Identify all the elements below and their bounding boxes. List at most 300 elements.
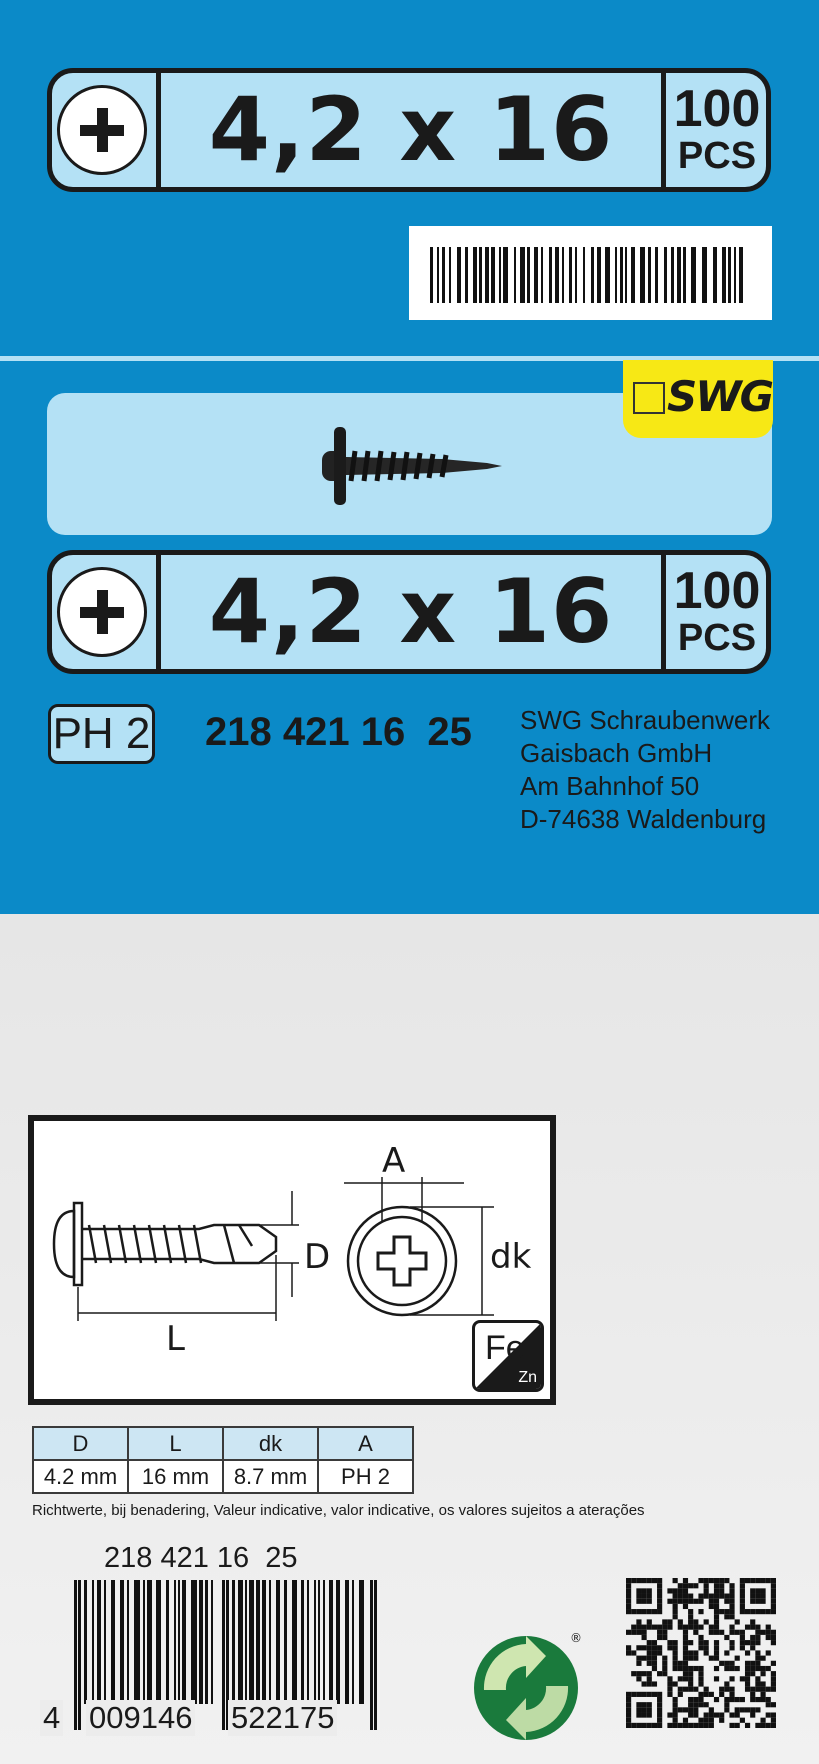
green-dot-recycling-icon [472, 1630, 584, 1742]
qr-module [740, 1635, 745, 1640]
qr-module [673, 1666, 678, 1671]
qr-module [755, 1650, 760, 1655]
qr-module [647, 1640, 652, 1645]
qr-module [709, 1578, 714, 1583]
qr-module [729, 1697, 734, 1702]
qr-module [683, 1650, 688, 1655]
qr-module [647, 1661, 652, 1666]
qr-module [678, 1594, 683, 1599]
qr-module [688, 1594, 693, 1599]
qr-module [729, 1723, 734, 1728]
qr-module [657, 1630, 662, 1635]
qr-module [693, 1707, 698, 1712]
material-badge [472, 1320, 544, 1392]
qr-module [766, 1712, 771, 1717]
qr-module [636, 1671, 641, 1676]
swg-logo [623, 360, 773, 438]
qr-module [755, 1630, 760, 1635]
barcode-bar [437, 247, 439, 303]
ean-bar [269, 1580, 271, 1704]
drive-type-badge: PH 2 [48, 704, 155, 764]
ean-bar [359, 1580, 364, 1704]
qr-module [626, 1697, 631, 1702]
qr-module [755, 1656, 760, 1661]
ean-bar [232, 1580, 235, 1704]
qr-module [647, 1671, 652, 1676]
qr-module [745, 1661, 750, 1666]
qr-module [647, 1656, 652, 1661]
qr-module [642, 1671, 647, 1676]
qr-module [724, 1687, 729, 1692]
ean-bar [292, 1580, 297, 1704]
qr-module [688, 1712, 693, 1717]
barcode-bar [575, 247, 577, 303]
qr-module [647, 1645, 652, 1650]
qr-module [750, 1687, 755, 1692]
qr-module [719, 1718, 724, 1723]
barcode-bar [655, 247, 658, 303]
qr-module [667, 1619, 672, 1624]
qr-module [626, 1594, 631, 1599]
qr-module [642, 1702, 647, 1707]
qr-module [750, 1645, 755, 1650]
qr-module [760, 1599, 765, 1604]
qr-module [636, 1625, 641, 1630]
qr-module [766, 1702, 771, 1707]
qr-module [745, 1671, 750, 1676]
qr-module [755, 1640, 760, 1645]
ean-bar [127, 1580, 129, 1704]
qr-module [724, 1609, 729, 1614]
qr-module [724, 1578, 729, 1583]
qr-module [626, 1650, 631, 1655]
qr-module [642, 1588, 647, 1593]
qr-module [688, 1707, 693, 1712]
qr-module [657, 1645, 662, 1650]
qr-module [652, 1650, 657, 1655]
qr-module [735, 1619, 740, 1624]
barcode-bar [503, 247, 508, 303]
qr-module [714, 1578, 719, 1583]
qr-module [745, 1650, 750, 1655]
qr-module [745, 1640, 750, 1645]
qr-module [745, 1625, 750, 1630]
qr-module [688, 1640, 693, 1645]
quantity-number: 100 [673, 80, 761, 138]
ean-bar [284, 1580, 287, 1704]
barcode-bar [479, 247, 482, 303]
qr-module [698, 1578, 703, 1583]
barcode-bar [514, 247, 516, 303]
qr-module [647, 1625, 652, 1630]
barcode-bar [555, 247, 559, 303]
manufacturer-address [520, 704, 770, 836]
qr-module [704, 1712, 709, 1717]
qr-module [698, 1599, 703, 1604]
qr-module [647, 1588, 652, 1593]
qr-module [750, 1692, 755, 1697]
qr-module [693, 1650, 698, 1655]
qr-module [642, 1630, 647, 1635]
qr-module [729, 1676, 734, 1681]
ean-bar [111, 1580, 115, 1704]
ean-bar [104, 1580, 106, 1704]
qr-module [771, 1630, 776, 1635]
qr-module [729, 1712, 734, 1717]
qr-module [740, 1645, 745, 1650]
qr-module [678, 1625, 683, 1630]
qr-module [755, 1687, 760, 1692]
qr-module [714, 1588, 719, 1593]
ean-bar [256, 1580, 260, 1704]
qr-module [683, 1583, 688, 1588]
barcode-bar [728, 247, 731, 303]
qr-module [709, 1707, 714, 1712]
qr-module [626, 1692, 631, 1697]
qr-module [750, 1661, 755, 1666]
qr-module [636, 1692, 641, 1697]
qr-module [673, 1697, 678, 1702]
qr-module [657, 1583, 662, 1588]
ean-guard-bar [370, 1580, 373, 1730]
qr-module [693, 1687, 698, 1692]
qr-module [647, 1599, 652, 1604]
qr-module [678, 1619, 683, 1624]
qr-module [750, 1599, 755, 1604]
qr-module [693, 1702, 698, 1707]
qr-module [766, 1578, 771, 1583]
barcode-bar [648, 247, 651, 303]
qr-module [678, 1692, 683, 1697]
barcode-top-bars [430, 247, 750, 303]
qr-module [673, 1702, 678, 1707]
article-number: 218 421 16 25 [205, 710, 472, 754]
qr-module [729, 1604, 734, 1609]
qr-module [704, 1588, 709, 1593]
qr-module [729, 1625, 734, 1630]
ean-guard-bar [74, 1580, 77, 1730]
qr-module [755, 1609, 760, 1614]
qr-module [755, 1697, 760, 1702]
qr-module [688, 1702, 693, 1707]
qr-module [750, 1588, 755, 1593]
qr-module [698, 1635, 703, 1640]
qr-module [698, 1645, 703, 1650]
qr-module [688, 1676, 693, 1681]
qr-module [662, 1671, 667, 1676]
qr-module [642, 1707, 647, 1712]
qr-module [771, 1718, 776, 1723]
qr-module [642, 1635, 647, 1640]
qr-module [729, 1614, 734, 1619]
qr-module [735, 1630, 740, 1635]
qr-module [636, 1609, 641, 1614]
barcode-bar [683, 247, 686, 303]
qr-module [714, 1609, 719, 1614]
qr-module [750, 1712, 755, 1717]
qr-module [740, 1609, 745, 1614]
qr-module [745, 1578, 750, 1583]
qr-module [652, 1578, 657, 1583]
qr-module [642, 1625, 647, 1630]
qr-module [724, 1594, 729, 1599]
barcode-bar [569, 247, 572, 303]
ean-bar [249, 1580, 254, 1704]
qr-module [636, 1645, 641, 1650]
qr-module [642, 1723, 647, 1728]
qr-module [642, 1609, 647, 1614]
qr-module [740, 1640, 745, 1645]
qr-module [688, 1599, 693, 1604]
qr-module [745, 1681, 750, 1686]
qr-module [766, 1697, 771, 1702]
phillips-plus-icon [57, 567, 147, 657]
qr-module [698, 1692, 703, 1697]
qr-module [714, 1650, 719, 1655]
qr-module [766, 1687, 771, 1692]
qr-module [631, 1650, 636, 1655]
qr-module [740, 1604, 745, 1609]
qr-module [673, 1661, 678, 1666]
qr-module [688, 1614, 693, 1619]
qr-module [652, 1625, 657, 1630]
qr-module [678, 1723, 683, 1728]
address-line: Am Bahnhof 50 [520, 771, 700, 801]
qr-module [719, 1692, 724, 1697]
qr-module [771, 1588, 776, 1593]
qr-module [735, 1712, 740, 1717]
ean-bar [143, 1580, 145, 1704]
qr-module [642, 1656, 647, 1661]
barcode-bar [605, 247, 610, 303]
qr-module [662, 1666, 667, 1671]
qr-module [698, 1697, 703, 1702]
barcode-bar [739, 247, 743, 303]
qr-module [745, 1687, 750, 1692]
qr-module [698, 1640, 703, 1645]
ean-bar [84, 1580, 87, 1704]
qr-module [657, 1604, 662, 1609]
address-line: D-74638 Waldenburg [520, 804, 767, 834]
qr-module [631, 1609, 636, 1614]
qr-module [636, 1578, 641, 1583]
qr-module [740, 1583, 745, 1588]
qr-module [657, 1588, 662, 1593]
address-line: SWG Schraubenwerk [520, 705, 770, 735]
qr-module [678, 1588, 683, 1593]
qr-module [729, 1609, 734, 1614]
qr-module [626, 1702, 631, 1707]
qr-module [657, 1625, 662, 1630]
qr-module [724, 1635, 729, 1640]
qr-module [693, 1619, 698, 1624]
qr-module [719, 1661, 724, 1666]
qr-module [673, 1712, 678, 1717]
qr-module [760, 1609, 765, 1614]
qr-module [698, 1609, 703, 1614]
qr-module [642, 1692, 647, 1697]
barcode-bar [591, 247, 594, 303]
qr-module [693, 1583, 698, 1588]
qr-module [750, 1640, 755, 1645]
qr-module [647, 1707, 652, 1712]
qr-module [755, 1625, 760, 1630]
barcode-bar [520, 247, 525, 303]
qr-module [771, 1640, 776, 1645]
qr-module [652, 1666, 657, 1671]
barcode-bar [620, 247, 623, 303]
qr-module [724, 1650, 729, 1655]
qr-module [771, 1635, 776, 1640]
qr-module [704, 1578, 709, 1583]
qr-module [678, 1599, 683, 1604]
box-separator [661, 555, 666, 669]
qr-module [724, 1707, 729, 1712]
qr-module [729, 1583, 734, 1588]
qr-module [693, 1666, 698, 1671]
barcode-bar [485, 247, 489, 303]
qr-module [760, 1687, 765, 1692]
qr-module [647, 1712, 652, 1717]
qr-module [714, 1712, 719, 1717]
qr-module [740, 1630, 745, 1635]
qr-module [704, 1702, 709, 1707]
ean-article-number: 218 421 16 25 [104, 1542, 298, 1574]
qr-module [683, 1588, 688, 1593]
qr-module [683, 1630, 688, 1635]
qr-module [667, 1625, 672, 1630]
qr-module [626, 1588, 631, 1593]
qr-module [657, 1650, 662, 1655]
qr-module [760, 1578, 765, 1583]
qr-module [704, 1619, 709, 1624]
qr-module [719, 1609, 724, 1614]
qr-module [760, 1681, 765, 1686]
qr-module [750, 1578, 755, 1583]
qr-module [755, 1635, 760, 1640]
qr-module [642, 1594, 647, 1599]
qr-module [642, 1681, 647, 1686]
ean-bar [345, 1580, 349, 1704]
qr-module [673, 1650, 678, 1655]
qr-module [766, 1625, 771, 1630]
qr-module [704, 1723, 709, 1728]
qr-module [740, 1697, 745, 1702]
quantity-number: 100 [673, 562, 761, 620]
barcode-bar [691, 247, 696, 303]
qr-module [683, 1687, 688, 1692]
ean-guard-bar [78, 1580, 81, 1730]
qr-module [667, 1723, 672, 1728]
barcode-bar [562, 247, 564, 303]
qr-module [760, 1656, 765, 1661]
qr-module [698, 1718, 703, 1723]
qr-module [698, 1676, 703, 1681]
qr-module [652, 1681, 657, 1686]
qr-module [719, 1630, 724, 1635]
qr-module [647, 1676, 652, 1681]
qr-module [719, 1687, 724, 1692]
qr-module [719, 1583, 724, 1588]
qr-module [709, 1594, 714, 1599]
qr-module [729, 1692, 734, 1697]
qr-module [657, 1702, 662, 1707]
qr-module [683, 1676, 688, 1681]
qr-module [636, 1656, 641, 1661]
qr-module [771, 1594, 776, 1599]
qr-module [719, 1712, 724, 1717]
qr-module [667, 1687, 672, 1692]
qr-module [766, 1723, 771, 1728]
barcode-bar [671, 247, 674, 303]
qr-module [657, 1578, 662, 1583]
qr-module [673, 1599, 678, 1604]
qr-module [698, 1671, 703, 1676]
qr-module [667, 1692, 672, 1697]
qr-module [688, 1609, 693, 1614]
qr-module [678, 1661, 683, 1666]
ean-bar [174, 1580, 176, 1704]
qr-module [626, 1630, 631, 1635]
qr-module [719, 1594, 724, 1599]
qr-module [745, 1609, 750, 1614]
qr-module [673, 1614, 678, 1619]
barcode-bar [702, 247, 707, 303]
qr-module [719, 1588, 724, 1593]
qr-code [626, 1578, 776, 1728]
qr-module [673, 1578, 678, 1583]
qr-module [667, 1681, 672, 1686]
spec-value: 4.2 mm [33, 1460, 128, 1493]
qr-module [698, 1681, 703, 1686]
qr-module [740, 1718, 745, 1723]
qr-module [755, 1707, 760, 1712]
qr-module [714, 1604, 719, 1609]
qr-module [683, 1718, 688, 1723]
ean-bar [97, 1580, 101, 1704]
quantity-main [670, 562, 764, 659]
qr-module [662, 1656, 667, 1661]
qr-module [636, 1630, 641, 1635]
svg-text:®: ® [570, 1631, 582, 1645]
qr-module [755, 1661, 760, 1666]
qr-module [657, 1599, 662, 1604]
qr-module [657, 1718, 662, 1723]
qr-module [766, 1650, 771, 1655]
qr-module [626, 1599, 631, 1604]
spec-value: PH 2 [318, 1460, 413, 1493]
qr-module [729, 1599, 734, 1604]
ean-bar [314, 1580, 316, 1704]
qr-module [647, 1594, 652, 1599]
ean-bar [92, 1580, 94, 1704]
qr-module [714, 1656, 719, 1661]
qr-module [714, 1599, 719, 1604]
ean-bar [205, 1580, 208, 1704]
qr-module [766, 1666, 771, 1671]
qr-module [740, 1594, 745, 1599]
barcode-bar [640, 247, 645, 303]
qr-module [750, 1594, 755, 1599]
qr-module [647, 1609, 652, 1614]
qr-module [626, 1583, 631, 1588]
qr-module [688, 1625, 693, 1630]
qr-module [771, 1687, 776, 1692]
qr-module [688, 1681, 693, 1686]
material-coating: Zn [518, 1369, 537, 1386]
qr-module [766, 1635, 771, 1640]
qr-module [688, 1619, 693, 1624]
